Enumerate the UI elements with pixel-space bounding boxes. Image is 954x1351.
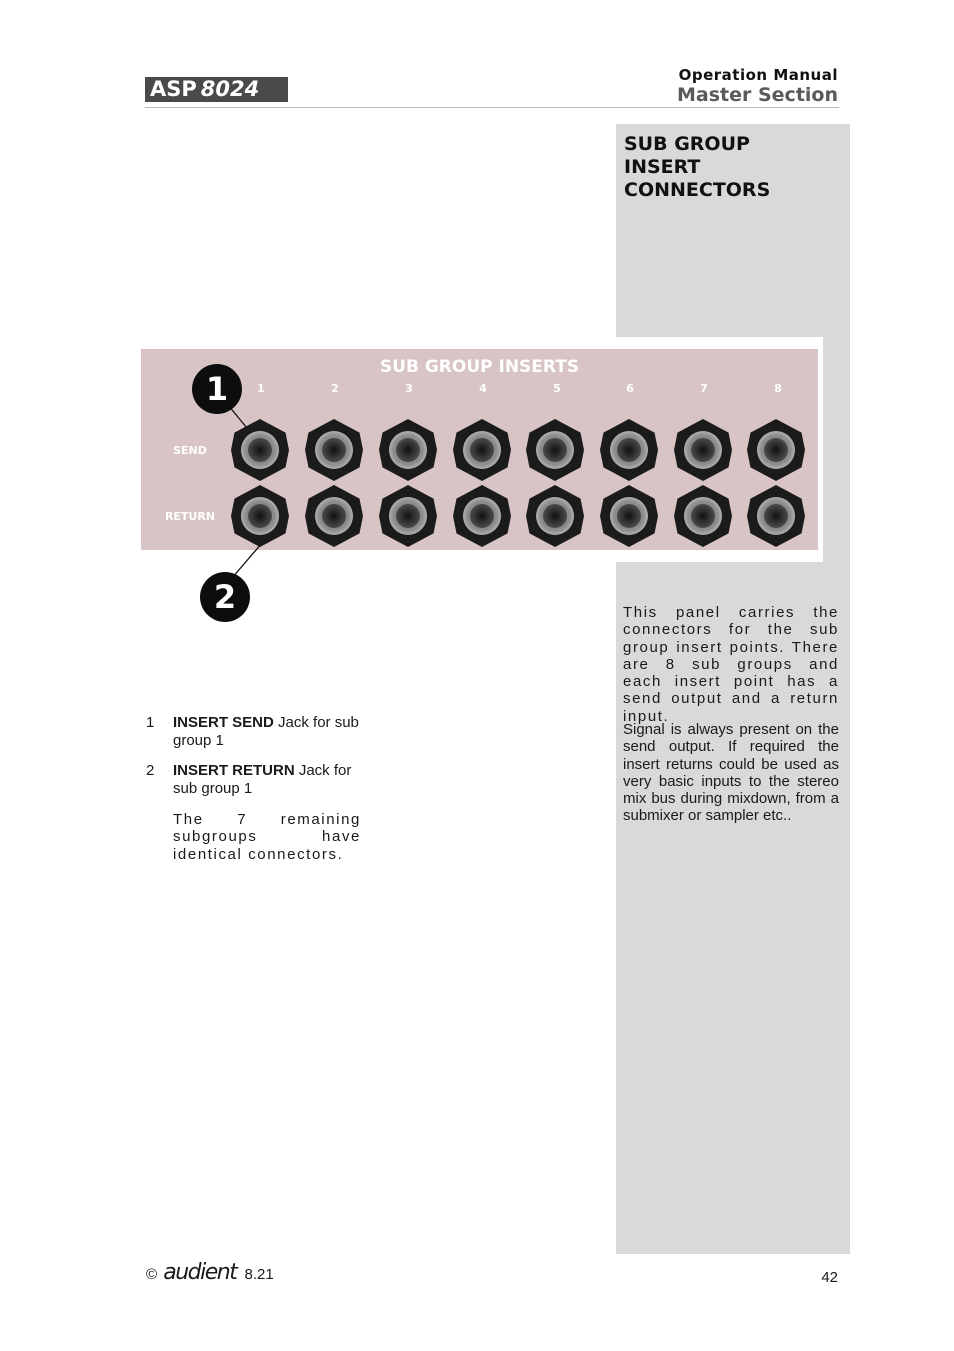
version-number: 8.21 xyxy=(244,1266,274,1283)
channel-number: 6 xyxy=(626,382,634,395)
legend-item-desc: Jack for sub group 1 xyxy=(173,762,352,797)
sidebar-title-line: INSERT xyxy=(624,156,701,178)
copyright-symbol: © xyxy=(146,1266,158,1283)
legend-item-desc: Jack for sub group 1 xyxy=(173,714,359,749)
header-divider xyxy=(145,107,839,108)
asp-8024-logo xyxy=(145,77,288,102)
channel-number: 1 xyxy=(257,382,265,395)
audient-logo: audient xyxy=(163,1260,237,1285)
sidebar-paragraph-signal: Signal is always present on the send output. If required the insert returns could be used as very basic inputs to the stereo mix bus during mixdown, from a submixer or sampler etc.. xyxy=(623,721,839,825)
legend-item-number: 1 xyxy=(146,714,155,731)
panel-title: SUB GROUP INSERTS xyxy=(379,357,580,377)
callout-2-marker: 2 xyxy=(200,572,250,622)
legend-item-term: INSERT RETURN xyxy=(173,762,295,779)
manual-title: Operation Manual xyxy=(678,66,838,84)
sidebar-title-line: CONNECTORS xyxy=(624,179,771,201)
logo-model: 8024 xyxy=(200,77,260,101)
legend-note: The 7 remaining subgroups have identical connectors. xyxy=(173,811,361,863)
return-row-label: RETURN xyxy=(164,510,216,523)
send-row-label: SEND xyxy=(173,444,207,457)
channel-number: 4 xyxy=(479,382,487,395)
channel-number: 5 xyxy=(553,382,561,395)
section-title: Master Section xyxy=(677,84,838,106)
channel-number: 7 xyxy=(700,382,708,395)
channel-number: 2 xyxy=(331,382,339,395)
sidebar-title xyxy=(624,133,834,202)
legend-item-number: 2 xyxy=(146,762,155,779)
sidebar-paragraph-panel: This panel carries the connectors for the sub group insert points. There are 8 sub groups and each insert point has a send output and a return input. xyxy=(623,604,839,725)
sidebar-title-line: SUB GROUP xyxy=(624,133,750,155)
legend-item-term: INSERT SEND xyxy=(173,714,274,731)
callout-1-marker: 1 xyxy=(192,364,242,414)
page-number: 42 xyxy=(821,1269,838,1286)
channel-number: 8 xyxy=(774,382,782,395)
legend-item-insert-return xyxy=(173,762,361,798)
logo-brand: ASP xyxy=(150,77,197,101)
footer-copyright xyxy=(146,1260,274,1285)
channel-number: 3 xyxy=(405,382,413,395)
legend-item-insert-send xyxy=(173,714,361,750)
